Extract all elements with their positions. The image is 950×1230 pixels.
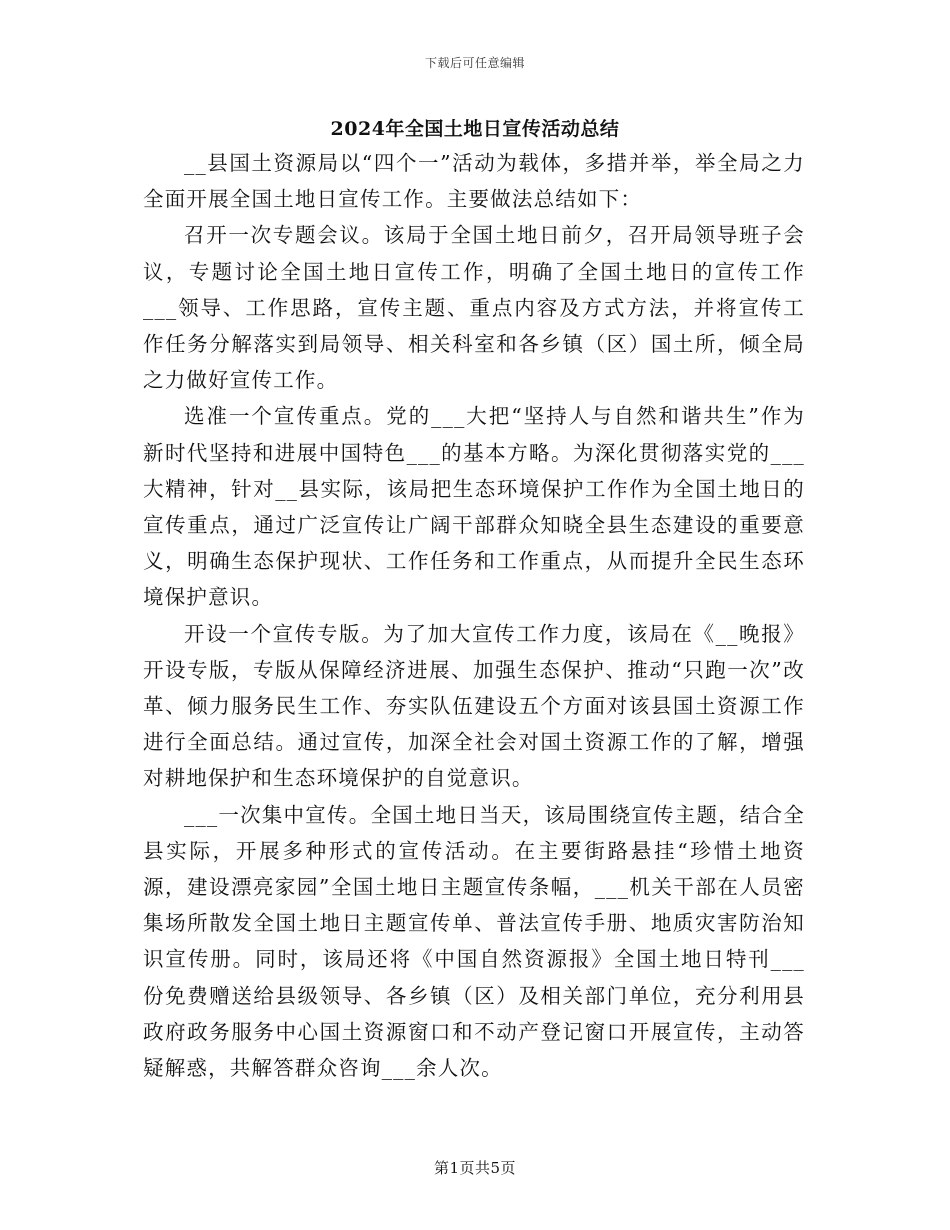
paragraph-focus: 选准一个宣传重点。党的___大把“坚持人与自然和谐共生”作为新时代坚持和进展中国特色___的基本方略。为深化贯彻落实党的___大精神，针对__县实际，该局把生态环境保护工作作为全国土地日的宣传重点，通过广泛宣传让广阔干部群众知晓全县生态建设的重要意义，明确生态保护现状、工作任务和工作重点，从而提升全民生态环境保护意识。 — [143, 404, 805, 610]
document-title: 2024年全国土地日宣传活动总结 — [330, 118, 620, 140]
document-body — [143, 145, 805, 1086]
paragraph-intro: __县国土资源局以“四个一”活动为载体，多措并举，举全局之力全面开展全国土地日宣传工作。主要做法总结如下： — [143, 151, 805, 212]
paragraph-special-edition: 开设一个宣传专版。为了加大宣传工作力度，该局在《__晚报》开设专版，专版从保障经济进展、加强生态保护、推动“只跑一次”改革、倾力服务民生工作、夯实队伍建设五个方面对该县国土资源工作进行全面总结。通过宣传，加深全社会对国土资源工作的了解，增强对耕地保护和生态环境保护的自觉意识。 — [143, 621, 805, 791]
download-note: 下载后可任意编辑 — [424, 56, 525, 70]
page-number: 第1页共5页 — [433, 1159, 517, 1177]
paragraph-campaign: ___一次集中宣传。全国土地日当天，该局围绕宣传主题，结合全县实际，开展多种形式的宣传活动。在主要街路悬挂“珍惜土地资源，建设漂亮家园”全国土地日主题宣传条幅，___机关干部在人员密集场所散发全国土地日主题宣传单、普法宣传手册、地质灾害防治知识宣传册。同时，该局还将《中国自然资源报》全国土地日特刊___份免费赠送给县级领导、各乡镇（区）及相关部门单位，充分利用县政府政务服务中心国土资源窗口和不动产登记窗口开展宣传，主动答疑解惑，共解答群众咨询___余人次。 — [143, 802, 805, 1081]
paragraph-meeting: 召开一次专题会议。该局于全国土地日前夕，召开局领导班子会议，专题讨论全国土地日宣传工作，明确了全国土地日的宣传工作___领导、工作思路，宣传主题、重点内容及方式方法，并将宣传工作任务分解落实到局领导、相关科室和各乡镇（区）国土所，倾全局之力做好宣传工作。 — [143, 223, 805, 393]
